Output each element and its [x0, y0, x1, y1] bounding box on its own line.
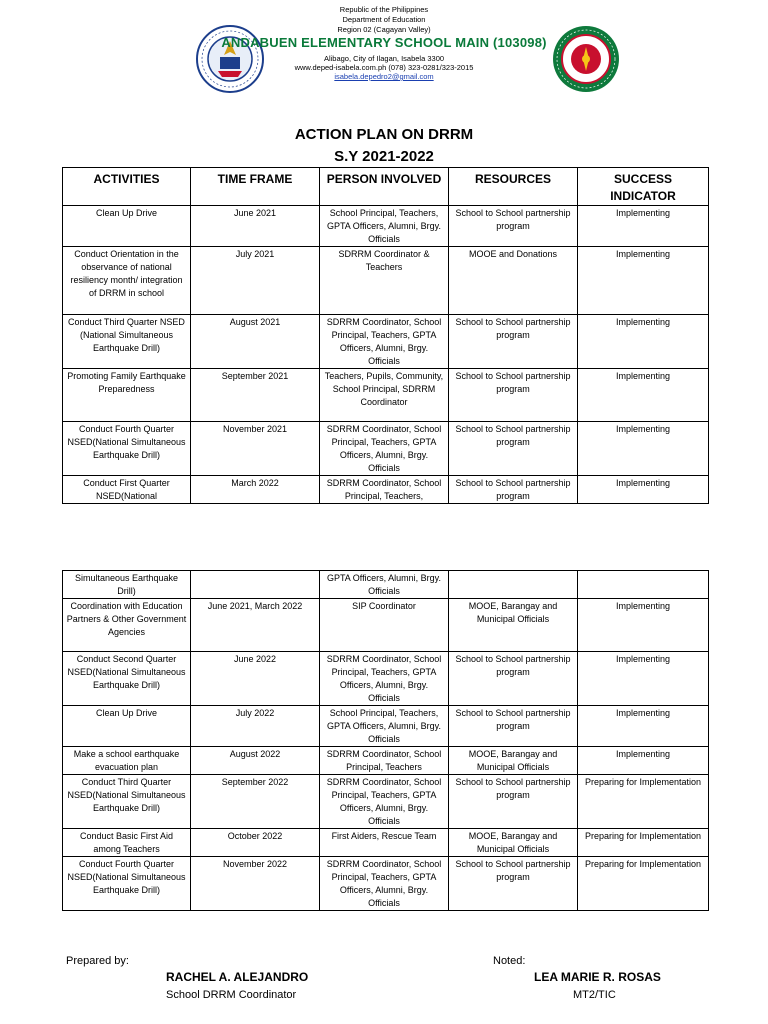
cell-success-indicator: Implementing	[578, 706, 709, 747]
cell-activity: Conduct Basic First Aid among Teachers	[63, 829, 191, 857]
header-resources: RESOURCES	[449, 168, 578, 206]
table-row	[63, 599, 709, 652]
cell-activity: Conduct Second Quarter NSED(National Simultaneous Earthquake Drill)	[63, 652, 191, 706]
cell-resources: School to School partnership program	[449, 315, 578, 369]
table-row	[63, 706, 709, 747]
header-success-indicator: SUCCESS INDICATOR	[578, 168, 709, 206]
cell-resources	[449, 571, 578, 599]
cell-person-involved: SDRRM Coordinator, School Principal, Teachers,	[320, 476, 449, 504]
school-name: ANDABUEN ELEMENTARY SCHOOL MAIN (103098)	[221, 35, 547, 50]
table-row	[63, 571, 709, 599]
table-header-row	[63, 168, 709, 206]
table-row	[63, 369, 709, 422]
region-line: Region 02 (Cagayan Valley)	[337, 25, 431, 34]
table-row	[63, 476, 709, 504]
cell-resources: School to School partnership program	[449, 652, 578, 706]
cell-time-frame: March 2022	[191, 476, 320, 504]
cell-resources: School to School partnership program	[449, 857, 578, 911]
cell-time-frame: November 2022	[191, 857, 320, 911]
cell-success-indicator: Implementing	[578, 315, 709, 369]
prepared-by-name: RACHEL A. ALEJANDRO	[166, 970, 309, 984]
cell-activity: Conduct Third Quarter NSED (National Simultaneous Earthquake Drill)	[63, 315, 191, 369]
table-row	[63, 206, 709, 247]
cell-success-indicator: Preparing for Implementation	[578, 857, 709, 911]
cell-time-frame	[191, 571, 320, 599]
address-line: Alibago, City of Ilagan, Isabela 3300	[323, 54, 445, 63]
cell-success-indicator: Implementing	[578, 247, 709, 315]
cell-person-involved: SDRRM Coordinator, School Principal, Teachers, GPTA Officers, Alumni, Brgy. Officials	[320, 652, 449, 706]
cell-time-frame: June 2021, March 2022	[191, 599, 320, 652]
cell-activity: Make a school earthquake evacuation plan	[63, 747, 191, 775]
cell-person-involved: SDRRM Coordinator, School Principal, Teachers, GPTA Officers, Alumni, Brgy. Officials	[320, 315, 449, 369]
cell-time-frame: September 2021	[191, 369, 320, 422]
table-row	[63, 747, 709, 775]
cell-time-frame: August 2022	[191, 747, 320, 775]
cell-success-indicator: Implementing	[578, 652, 709, 706]
email-link[interactable]: isabela.depedro2@gmail.com	[334, 72, 434, 81]
cell-activity: Conduct Fourth Quarter NSED(National Simultaneous Earthquake Drill)	[63, 422, 191, 476]
cell-success-indicator: Implementing	[578, 422, 709, 476]
table-row	[63, 652, 709, 706]
cell-activity: Clean Up Drive	[63, 206, 191, 247]
cell-resources: School to School partnership program	[449, 422, 578, 476]
cell-activity: Simultaneous Earthquake Drill)	[63, 571, 191, 599]
cell-resources: School to School partnership program	[449, 369, 578, 422]
cell-person-involved: SDRRM Coordinator, School Principal, Teachers, GPTA Officers, Alumni, Brgy. Officials	[320, 775, 449, 829]
cell-resources: School to School partnership program	[449, 706, 578, 747]
table-row	[63, 422, 709, 476]
prepared-by-role: School DRRM Coordinator	[166, 989, 297, 1001]
table-row	[63, 247, 709, 315]
table-row	[63, 829, 709, 857]
cell-activity: Clean Up Drive	[63, 706, 191, 747]
department-line: Department of Education	[342, 15, 426, 24]
prepared-by-label: Prepared by:	[66, 955, 129, 967]
cell-resources: School to School partnership program	[449, 775, 578, 829]
header-time-frame: TIME FRAME	[191, 168, 320, 206]
cell-person-involved: SDRRM Coordinator, School Principal, Teachers, GPTA Officers, Alumni, Brgy. Officials	[320, 422, 449, 476]
cell-resources: MOOE, Barangay and Municipal Officials	[449, 829, 578, 857]
table-row	[63, 775, 709, 829]
cell-activity: Conduct Fourth Quarter NSED(National Simultaneous Earthquake Drill)	[63, 857, 191, 911]
cell-time-frame: June 2021	[191, 206, 320, 247]
table-row	[63, 315, 709, 369]
cell-resources: MOOE and Donations	[449, 247, 578, 315]
noted-label: Noted:	[493, 955, 526, 967]
contact-line: www.deped-isabela.com.ph (078) 323-0281/323-2015	[294, 63, 474, 72]
cell-success-indicator: Implementing	[578, 599, 709, 652]
cell-person-involved: SDRRM Coordinator, School Principal, Teachers, GPTA Officers, Alumni, Brgy. Officials	[320, 857, 449, 911]
cell-person-involved: SIP Coordinator	[320, 599, 449, 652]
cell-success-indicator: Implementing	[578, 206, 709, 247]
table-row	[63, 857, 709, 911]
cell-resources: School to School partnership program	[449, 206, 578, 247]
cell-time-frame: August 2021	[191, 315, 320, 369]
cell-activity: Coordination with Education Partners & Other Government Agencies	[63, 599, 191, 652]
cell-activity: Promoting Family Earthquake Preparedness	[63, 369, 191, 422]
cell-success-indicator: Implementing	[578, 747, 709, 775]
cell-activity: Conduct First Quarter NSED(National	[63, 476, 191, 504]
cell-success-indicator: Implementing	[578, 369, 709, 422]
cell-success-indicator: Preparing for Implementation	[578, 775, 709, 829]
document-header	[0, 0, 768, 120]
cell-activity: Conduct Orientation in the observance of national resiliency month/ integration of DRRM in school	[63, 247, 191, 315]
cell-person-involved: School Principal, Teachers, GPTA Officers, Alumni, Brgy. Officials	[320, 206, 449, 247]
noted-name: LEA MARIE R. ROSAS	[534, 970, 661, 984]
cell-person-involved: Teachers, Pupils, Community, School Principal, SDRRM Coordinator	[320, 369, 449, 422]
header-person-involved: PERSON INVOLVED	[320, 168, 449, 206]
cell-resources: School to School partnership program	[449, 476, 578, 504]
cell-resources: MOOE, Barangay and Municipal Officials	[449, 747, 578, 775]
cell-person-involved: GPTA Officers, Alumni, Brgy. Officials	[320, 571, 449, 599]
plan-title: ACTION PLAN ON DRRM	[294, 126, 474, 143]
cell-person-involved: SDRRM Coordinator & Teachers	[320, 247, 449, 315]
cell-resources: MOOE, Barangay and Municipal Officials	[449, 599, 578, 652]
cell-time-frame: October 2022	[191, 829, 320, 857]
cell-success-indicator: Implementing	[578, 476, 709, 504]
action-plan-table-page1	[62, 167, 709, 504]
header-activities: ACTIVITIES	[63, 168, 191, 206]
republic-line: Republic of the Philippines	[339, 5, 429, 14]
cell-person-involved: SDRRM Coordinator, School Principal, Teachers	[320, 747, 449, 775]
cell-time-frame: November 2021	[191, 422, 320, 476]
school-year: S.Y 2021-2022	[334, 148, 434, 165]
cell-time-frame: July 2022	[191, 706, 320, 747]
noted-role: MT2/TIC	[573, 989, 616, 1001]
cell-time-frame: July 2021	[191, 247, 320, 315]
cell-time-frame: September 2022	[191, 775, 320, 829]
cell-activity: Conduct Third Quarter NSED(National Simultaneous Earthquake Drill)	[63, 775, 191, 829]
cell-person-involved: School Principal, Teachers, GPTA Officers, Alumni, Brgy. Officials	[320, 706, 449, 747]
cell-success-indicator	[578, 571, 709, 599]
cell-time-frame: June 2022	[191, 652, 320, 706]
action-plan-table-page2	[62, 570, 709, 911]
cell-success-indicator: Preparing for Implementation	[578, 829, 709, 857]
cell-person-involved: First Aiders, Rescue Team	[320, 829, 449, 857]
